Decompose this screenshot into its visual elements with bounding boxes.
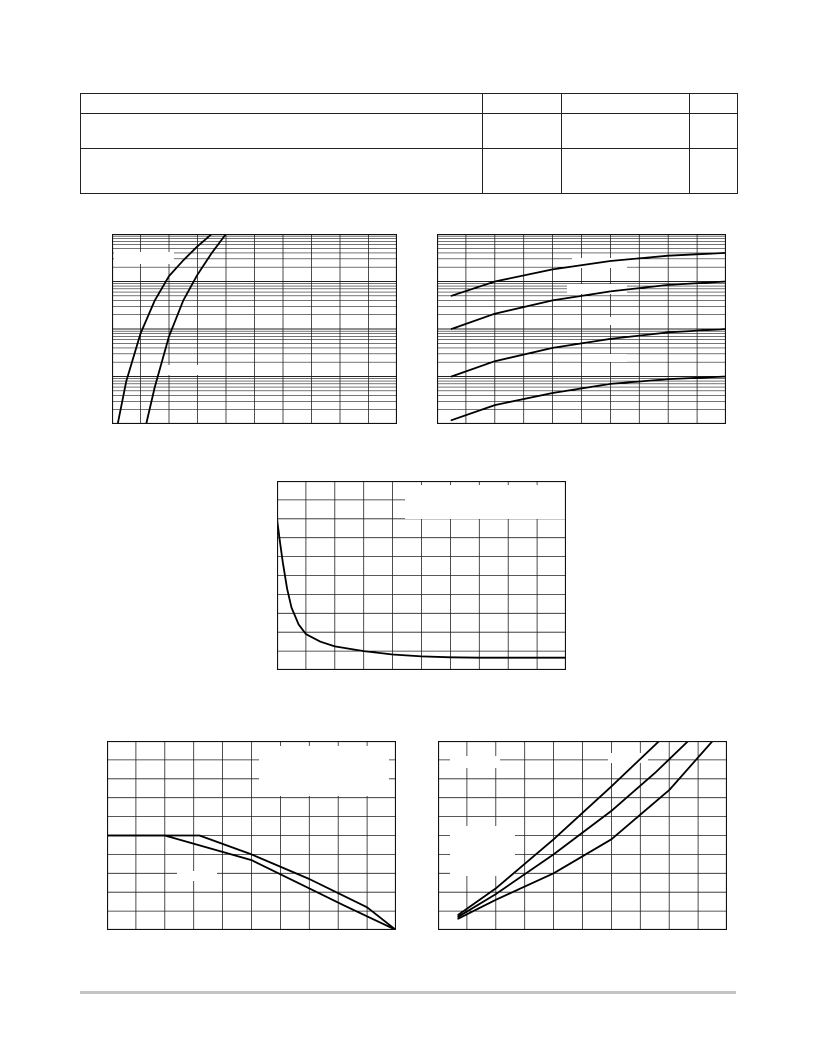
table-cell: [81, 114, 483, 149]
legend-box: [114, 252, 174, 264]
table-cell: [483, 114, 562, 149]
table-cell: [690, 94, 738, 114]
legend-box: [582, 317, 627, 325]
chart-derating-curve: [107, 741, 396, 930]
legend-box: [177, 871, 217, 881]
legend-box: [162, 365, 217, 375]
chart-decay-curve: [277, 481, 566, 670]
chart-rising-curves: [438, 741, 727, 930]
chart-forward-characteristics: [112, 234, 397, 424]
series-line-4: [452, 377, 727, 421]
table-row: [81, 114, 738, 149]
legend-box: [450, 826, 515, 876]
spec-table: [80, 93, 738, 194]
footer-divider: [80, 991, 736, 994]
table-cell: [562, 114, 690, 149]
legend-box: [450, 756, 500, 768]
table-row: [81, 149, 738, 194]
table-row: [81, 94, 738, 114]
legend-box: [405, 485, 565, 519]
table-cell: [81, 149, 483, 194]
chart-family-log-curves: [437, 234, 726, 424]
table-cell: [562, 149, 690, 194]
legend-box: [567, 284, 627, 294]
table-cell: [690, 149, 738, 194]
table-cell: [562, 94, 690, 114]
legend-box: [582, 354, 627, 362]
table-cell: [690, 114, 738, 149]
table-cell: [483, 94, 562, 114]
legend-box: [259, 746, 389, 796]
table-cell: [81, 94, 483, 114]
table-cell: [483, 149, 562, 194]
